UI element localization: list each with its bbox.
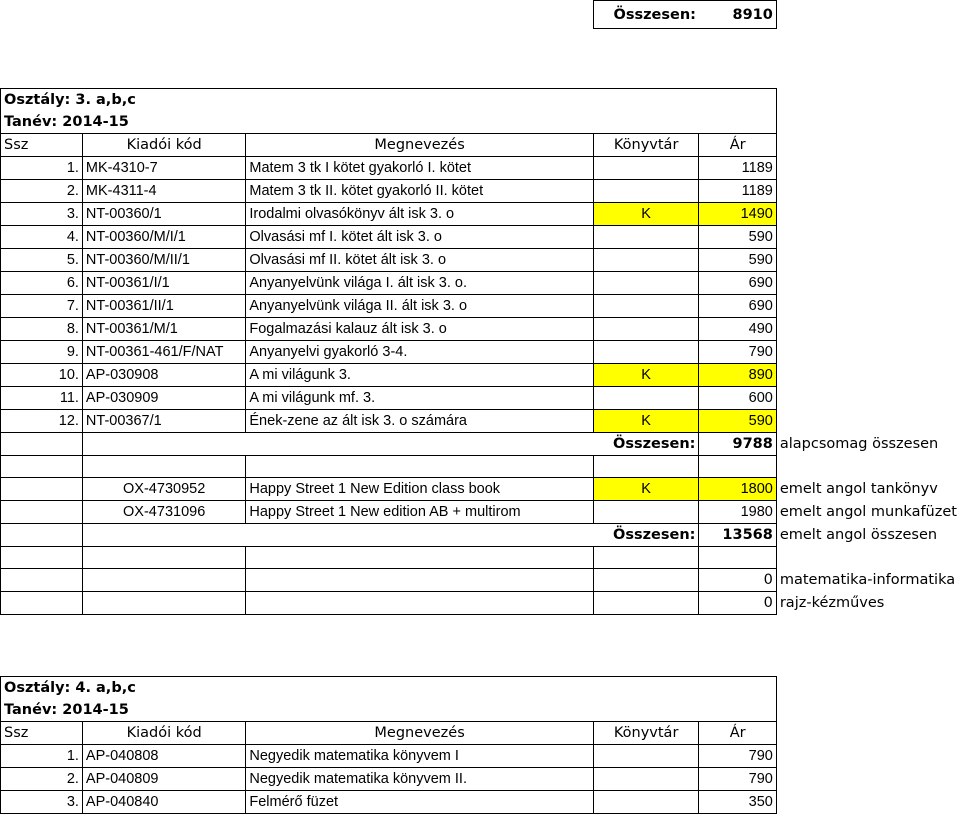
row-number: 7. xyxy=(1,295,83,318)
table-row xyxy=(1,180,960,203)
row-note: emelt angol munkafüzet xyxy=(776,501,960,524)
row-ar: 690 xyxy=(699,295,776,318)
row-ar: 590 xyxy=(699,226,776,249)
class3-osztaly: Osztály: 3. a,b,c xyxy=(1,89,246,112)
row-kod: NT-00360/1 xyxy=(82,203,245,226)
row-number: 6. xyxy=(1,272,83,295)
row-note: emelt angol tankönyv xyxy=(776,478,960,501)
top-total-row xyxy=(1,1,960,29)
table-row xyxy=(1,295,960,318)
row-kod: MK-4311-4 xyxy=(82,180,245,203)
class3-rajz-note: rajz-kézműves xyxy=(776,592,960,615)
row-number: 5. xyxy=(1,249,83,272)
row-nev: Anyanyelvi gyakorló 3-4. xyxy=(246,341,593,364)
row-nev: Ének-zene az ált isk 3. o számára xyxy=(246,410,593,433)
row-number: 1. xyxy=(1,157,83,180)
header-nev: Megnevezés xyxy=(246,722,593,745)
header-ssz: Ssz xyxy=(1,134,83,157)
row-ar: 590 xyxy=(699,410,776,433)
row-number: 1. xyxy=(1,745,83,768)
class3-rows xyxy=(1,157,960,433)
row-ar: 790 xyxy=(699,768,776,791)
class3-tanev: Tanév: 2014-15 xyxy=(1,111,246,134)
row-ar: 1980 xyxy=(699,501,776,524)
row-kod: NT-00361/II/1 xyxy=(82,295,245,318)
row-kod: NT-00367/1 xyxy=(82,410,245,433)
row-konyvtar xyxy=(593,157,699,180)
class4-header-row xyxy=(1,722,960,745)
row-kod: NT-00360/M/II/1 xyxy=(82,249,245,272)
row-kod: NT-00360/M/I/1 xyxy=(82,226,245,249)
class3-mat-note: matematika-informatika xyxy=(776,569,960,592)
row-konyvtar: K xyxy=(593,203,699,226)
row-konyvtar xyxy=(593,745,699,768)
header-nev: Megnevezés xyxy=(246,134,593,157)
row-number: 3. xyxy=(1,203,83,226)
top-total-label: Összesen: xyxy=(593,1,699,29)
row-konyvtar: K xyxy=(593,364,699,387)
header-kod: Kiadói kód xyxy=(82,134,245,157)
row-nev: A mi világunk mf. 3. xyxy=(246,387,593,410)
table-row xyxy=(1,203,960,226)
class3-sum2-value: 13568 xyxy=(699,524,776,547)
table-row xyxy=(1,364,960,387)
class3-extra-rows xyxy=(1,478,960,524)
table-row xyxy=(1,745,960,768)
row-nev: Anyanyelvünk világa II. ált isk 3. o xyxy=(246,295,593,318)
class4-osztaly: Osztály: 4. a,b,c xyxy=(1,677,246,700)
row-ar: 1189 xyxy=(699,180,776,203)
row-konyvtar xyxy=(593,180,699,203)
row-konyvtar xyxy=(593,501,699,524)
row-nev: Irodalmi olvasókönyv ált isk 3. o xyxy=(246,203,593,226)
row-nev: Olvasási mf I. kötet ált isk 3. o xyxy=(246,226,593,249)
row-nev: Negyedik matematika könyvem II. xyxy=(246,768,593,791)
header-konyvtar: Könyvtár xyxy=(593,722,699,745)
header-ar: Ár xyxy=(699,134,776,157)
class3-sum1-value: 9788 xyxy=(699,433,776,456)
row-ar: 1189 xyxy=(699,157,776,180)
table-row xyxy=(1,226,960,249)
class3-sum2-row xyxy=(1,524,960,547)
row-konyvtar xyxy=(593,791,699,814)
row-kod: NT-00361/M/1 xyxy=(82,318,245,341)
row-number: 2. xyxy=(1,180,83,203)
row-nev: Matem 3 tk II. kötet gyakorló II. kötet xyxy=(246,180,593,203)
table-row xyxy=(1,768,960,791)
row-nev: Felmérő füzet xyxy=(246,791,593,814)
row-konyvtar xyxy=(593,226,699,249)
row-number: 9. xyxy=(1,341,83,364)
table-row xyxy=(1,791,960,814)
row-ar: 590 xyxy=(699,249,776,272)
top-total-value: 8910 xyxy=(699,1,776,29)
row-kod: OX-4731096 xyxy=(82,501,245,524)
row-konyvtar xyxy=(593,272,699,295)
class3-sum2-label: Összesen: xyxy=(82,524,699,547)
table-row xyxy=(1,318,960,341)
table-row xyxy=(1,478,960,501)
class3-rajz-value: 0 xyxy=(699,592,776,615)
row-ar: 690 xyxy=(699,272,776,295)
row-ar: 1800 xyxy=(699,478,776,501)
row-nev: Olvasási mf II. kötet ált isk 3. o xyxy=(246,249,593,272)
header-ar: Ár xyxy=(699,722,776,745)
class3-rajz-row xyxy=(1,592,960,615)
row-kod: NT-00361-461/F/NAT xyxy=(82,341,245,364)
row-kod: MK-4310-7 xyxy=(82,157,245,180)
row-konyvtar: K xyxy=(593,478,699,501)
row-ar: 790 xyxy=(699,745,776,768)
row-kod: AP-030908 xyxy=(82,364,245,387)
table-row xyxy=(1,387,960,410)
row-ar: 350 xyxy=(699,791,776,814)
class3-header-row xyxy=(1,134,960,157)
row-konyvtar xyxy=(593,387,699,410)
row-konyvtar xyxy=(593,341,699,364)
row-konyvtar xyxy=(593,295,699,318)
row-nev: Anyanyelvünk világa I. ált isk 3. o. xyxy=(246,272,593,295)
row-kod: AP-040808 xyxy=(82,745,245,768)
table-row xyxy=(1,341,960,364)
row-ar: 600 xyxy=(699,387,776,410)
row-number: 3. xyxy=(1,791,83,814)
row-nev: Negyedik matematika könyvem I xyxy=(246,745,593,768)
row-konyvtar xyxy=(593,318,699,341)
class3-sum1-label: Összesen: xyxy=(82,433,699,456)
row-number: 2. xyxy=(1,768,83,791)
row-nev: Happy Street 1 New edition AB + multirom xyxy=(246,501,593,524)
class4-tanev: Tanév: 2014-15 xyxy=(1,699,246,722)
class3-sum1-note: alapcsomag összesen xyxy=(776,433,960,456)
row-konyvtar: K xyxy=(593,410,699,433)
row-nev: Happy Street 1 New Edition class book xyxy=(246,478,593,501)
class3-sum1-row xyxy=(1,433,960,456)
row-number: 8. xyxy=(1,318,83,341)
table-row xyxy=(1,272,960,295)
row-number: 4. xyxy=(1,226,83,249)
row-nev: Fogalmazási kalauz ált isk 3. o xyxy=(246,318,593,341)
table-row xyxy=(1,249,960,272)
row-nev: A mi világunk 3. xyxy=(246,364,593,387)
class3-sum2-note: emelt angol összesen xyxy=(776,524,960,547)
table-row xyxy=(1,410,960,433)
row-kod: OX-4730952 xyxy=(82,478,245,501)
row-nev: Matem 3 tk I kötet gyakorló I. kötet xyxy=(246,157,593,180)
row-ar: 490 xyxy=(699,318,776,341)
header-kod: Kiadói kód xyxy=(82,722,245,745)
row-number: 11. xyxy=(1,387,83,410)
row-number: 12. xyxy=(1,410,83,433)
row-kod: NT-00361/I/1 xyxy=(82,272,245,295)
row-kod: AP-030909 xyxy=(82,387,245,410)
row-ar: 790 xyxy=(699,341,776,364)
table-row xyxy=(1,157,960,180)
row-kod: AP-040809 xyxy=(82,768,245,791)
header-konyvtar: Könyvtár xyxy=(593,134,699,157)
row-ar: 890 xyxy=(699,364,776,387)
row-konyvtar xyxy=(593,249,699,272)
row-kod: AP-040840 xyxy=(82,791,245,814)
class4-rows xyxy=(1,745,960,814)
row-ar: 1490 xyxy=(699,203,776,226)
table-row xyxy=(1,501,960,524)
row-konyvtar xyxy=(593,768,699,791)
class3-mat-value: 0 xyxy=(699,569,776,592)
header-ssz: Ssz xyxy=(1,722,83,745)
row-number: 10. xyxy=(1,364,83,387)
class3-mat-row xyxy=(1,569,960,592)
